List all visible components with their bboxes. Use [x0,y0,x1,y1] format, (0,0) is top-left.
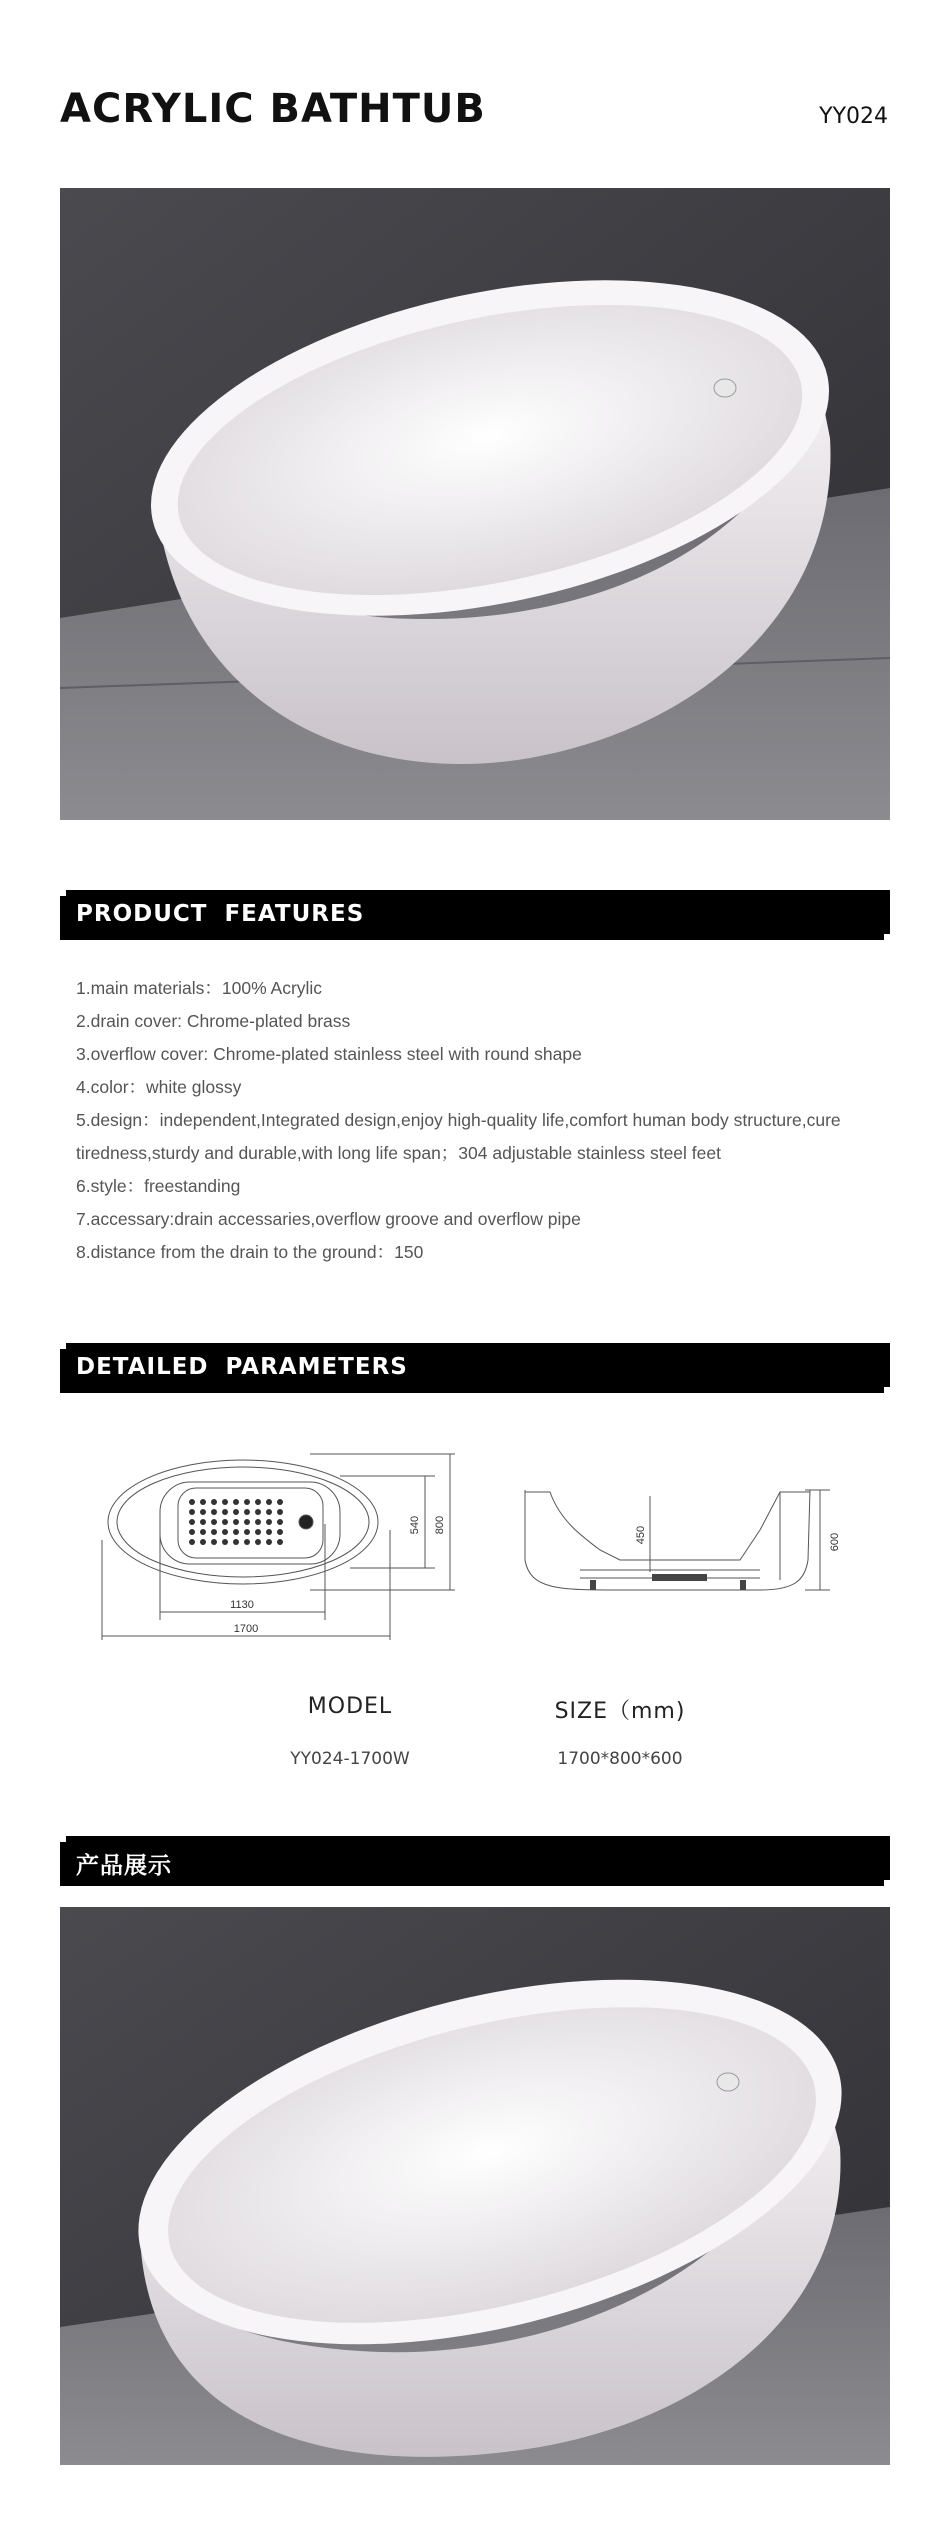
spec-size-value: 1700*800*600 [557,1749,683,1769]
section-title-features: PRODUCT FEATURES [76,901,365,927]
spec-header-size: SIZE（mm) [554,1699,686,1724]
product-photo-showcase [60,1907,890,2465]
bar-corner-mark [60,1836,66,1842]
spec-header-model: MODEL [307,1694,393,1719]
section-bar-showcase [60,1836,890,1886]
drain-holes [189,1499,283,1545]
dim-depth: 450 [635,1525,647,1545]
spec-model-value: YY024-1700W [290,1749,410,1769]
section-bar-features [60,890,890,940]
feature-item: 1.main materials：100% Acrylic [76,978,323,998]
bar-corner-mark [884,1880,890,1886]
dim-inner-length: 1130 [230,1599,254,1611]
feature-item: 8.distance from the drain to the ground：150 [76,1242,424,1262]
feature-list [76,972,876,1269]
product-photo-top [60,188,890,820]
bar-corner-mark [60,1343,66,1349]
dim-inner-width: 540 [409,1515,421,1535]
section-title-showcase: 产品展示 [76,1853,172,1879]
top-view-drawing [102,1454,455,1640]
feature-item: 6.style：freestanding [76,1176,241,1196]
dim-width: 800 [434,1515,446,1535]
feature-item: 5.design：independent,Integrated design,enjoy high-quality life,comfort human body structure,cure tiredness,sturdy and durable,with long life span；304 adjustable stainless steel feet [76,1110,841,1163]
bar-corner-mark [884,934,890,940]
bar-corner-mark [884,1387,890,1393]
section-bar-parameters [60,1343,890,1393]
feature-item: 3.overflow cover: Chrome-plated stainless steel with round shape [76,1044,582,1064]
feature-item: 2.drain cover: Chrome-plated brass [76,1011,351,1031]
feature-item: 7.accessary:drain accessaries,overflow groove and overflow pipe [76,1209,581,1229]
section-title-parameters: DETAILED PARAMETERS [76,1354,408,1380]
dim-height: 600 [829,1532,841,1552]
page-title: ACRYLIC BATHTUB [60,86,486,132]
bar-corner-mark [60,890,66,896]
model-code: YY024 [819,104,888,129]
feature-item: 4.color：white glossy [76,1077,242,1097]
dim-length: 1700 [233,1623,259,1635]
technical-drawing [60,1430,890,1660]
